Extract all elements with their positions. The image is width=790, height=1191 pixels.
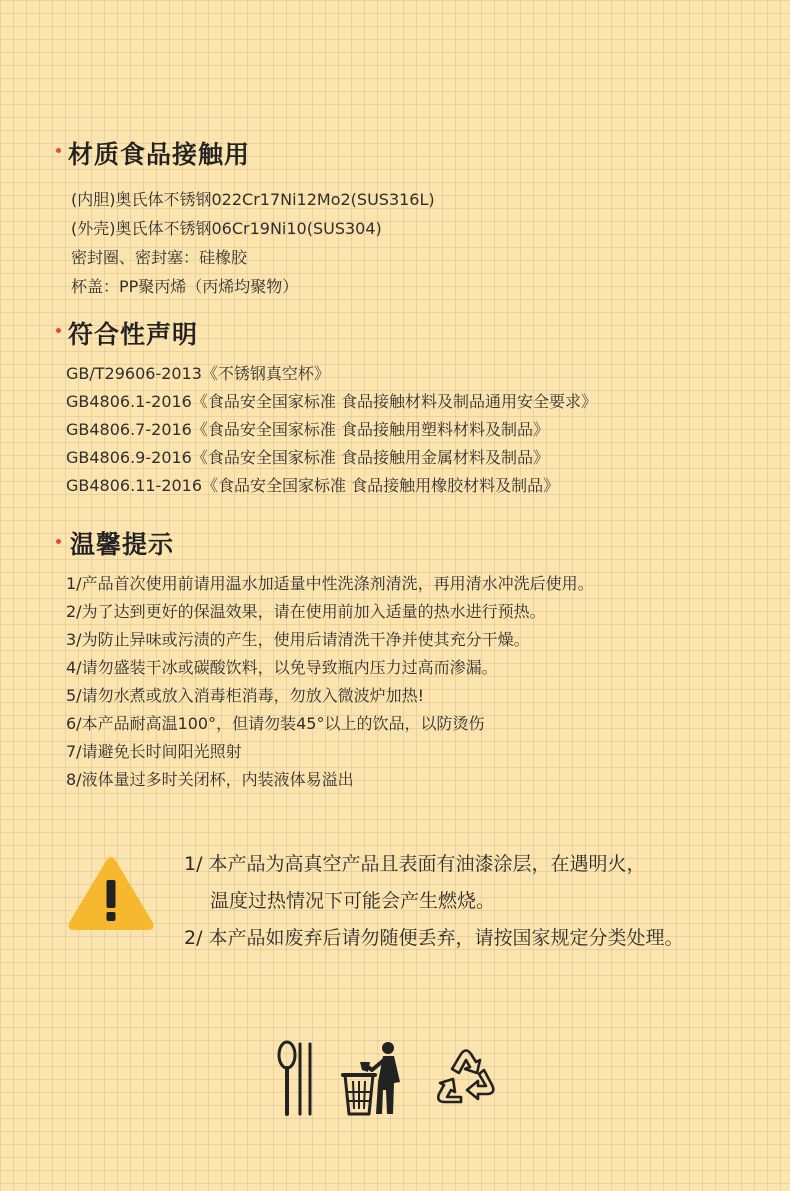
list-item: 7/请避免长时间阳光照射 (66, 742, 242, 761)
recycle-icon (428, 1043, 504, 1113)
list-item: 杯盖：PP聚丙烯（丙烯均聚物） (71, 277, 299, 296)
list-item: 1/产品首次使用前请用温水加适量中性洗涤剂清洗，再用清水冲洗后使用。 (66, 574, 594, 593)
tips-list (66, 570, 594, 794)
list-item: 4/请勿盛装干冰或碳酸饮料，以免导致瓶内压力过高而渗漏。 (66, 658, 498, 677)
section-title-tips: 温馨提示 (70, 530, 175, 559)
warning-triangle-icon (66, 853, 156, 933)
tidy-disposal-icon (342, 1040, 406, 1116)
list-item: (内胆)奥氏体不锈钢022Cr17Ni12Mo2(SUS316L) (71, 190, 435, 209)
list-item: GB4806.9-2016《食品安全国家标准 食品接触用金属材料及制品》 (66, 448, 549, 467)
material-list (71, 185, 435, 301)
warning-line-1: 1/ 本产品为高真空产品且表面有油漆涂层，在遇明火， (184, 853, 646, 875)
list-item: 8/液体量过多时关闭杯，内装液体易溢出 (66, 770, 354, 789)
list-item: GB4806.1-2016《食品安全国家标准 食品接触材料及制品通用安全要求》 (66, 392, 597, 411)
section-bullet (56, 328, 61, 333)
food-contact-icon (276, 1040, 316, 1116)
warning-line-2: 温度过热情况下可能会产生燃烧。 (210, 890, 496, 912)
list-item: 2/为了达到更好的保温效果，请在使用前加入适量的热水进行预热。 (66, 602, 546, 621)
section-bullet (56, 539, 61, 544)
list-item: (外壳)奥氏体不锈钢06Cr19Ni10(SUS304) (71, 219, 382, 238)
list-item: GB4806.7-2016《食品安全国家标准 食品接触用塑料材料及制品》 (66, 420, 549, 439)
list-item: GB/T29606-2013《不锈钢真空杯》 (66, 364, 330, 383)
warning-line-3: 2/ 本产品如废弃后请勿随便丢弃，请按国家规定分类处理。 (184, 927, 684, 949)
section-title-standards: 符合性声明 (68, 320, 199, 349)
list-item: 密封圈、密封塞：硅橡胶 (71, 248, 248, 267)
section-title-material: 材质食品接触用 (68, 140, 251, 169)
section-bullet (56, 148, 61, 153)
list-item: 5/请勿水煮或放入消毒柜消毒，勿放入微波炉加热! (66, 686, 424, 705)
standards-list (66, 360, 597, 500)
list-item: GB4806.11-2016《食品安全国家标准 食品接触用橡胶材料及制品》 (66, 476, 560, 495)
list-item: 3/为防止异味或污渍的产生，使用后请清洗干净并使其充分干燥。 (66, 630, 530, 649)
list-item: 6/本产品耐高温100°，但请勿装45°以上的饮品，以防烫伤 (66, 714, 485, 733)
